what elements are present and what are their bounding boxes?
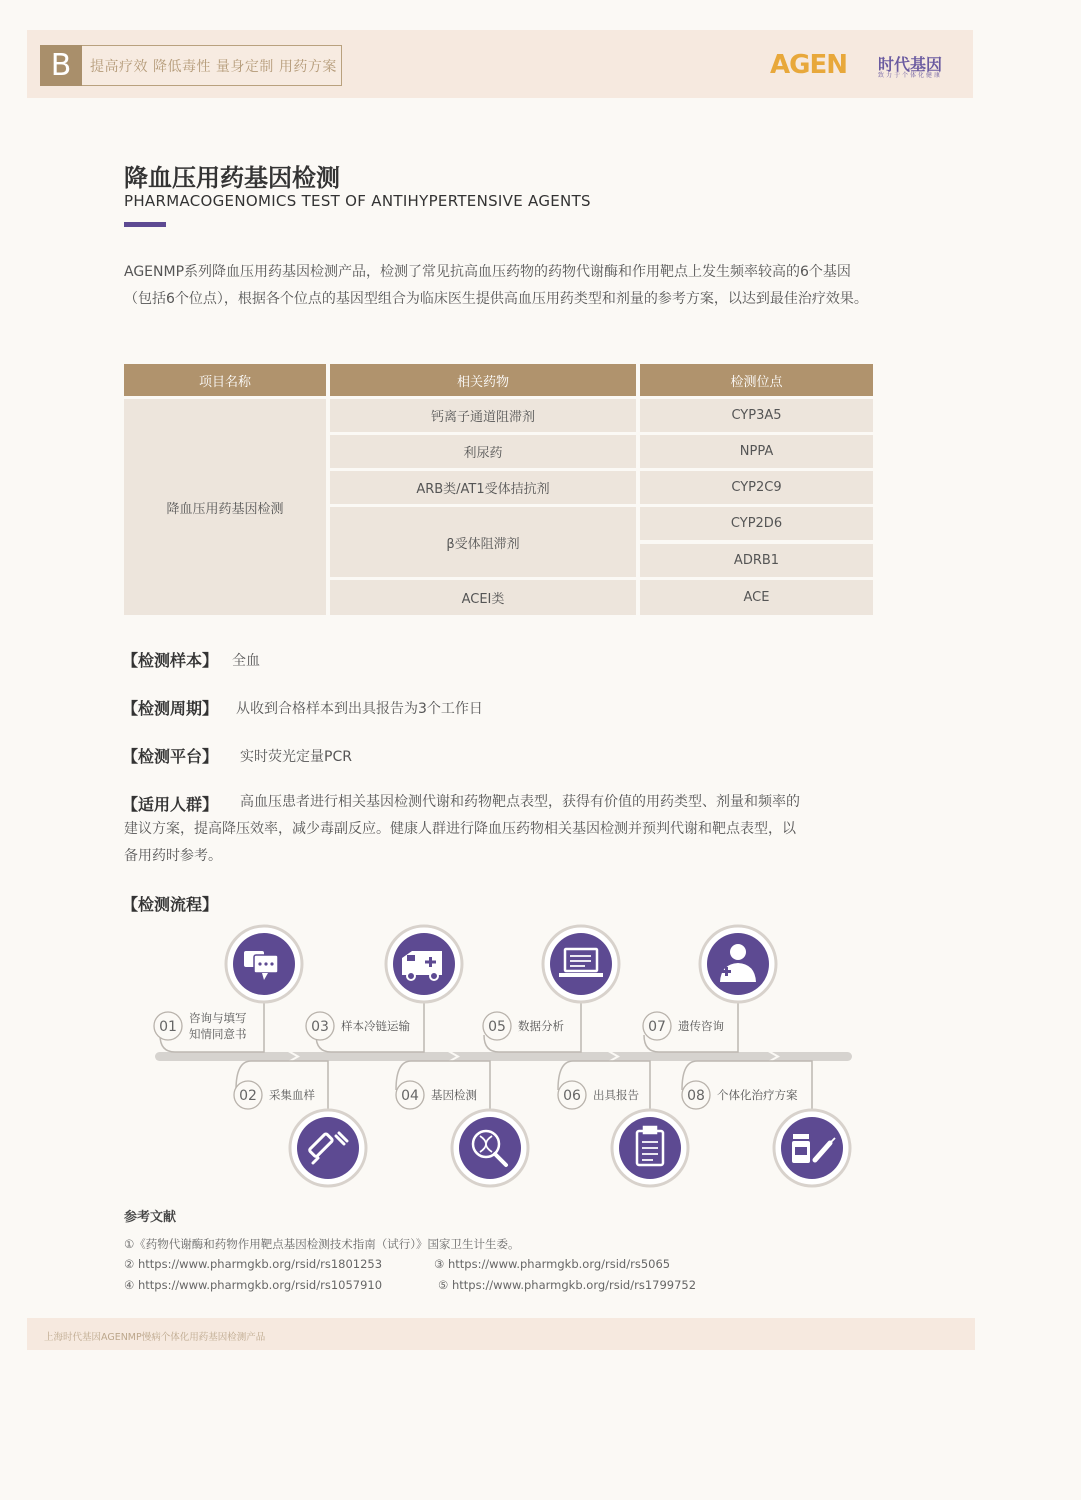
tagline: 提高疗效 降低毒性 量身定制 用药方案	[90, 59, 337, 75]
step-07-icon-circle	[700, 926, 776, 1002]
step-number: 05	[488, 1019, 506, 1035]
step-01-icon-circle	[226, 926, 302, 1002]
step-04-icon-circle	[452, 1110, 528, 1186]
step-label: 咨询与填写	[189, 1011, 247, 1025]
sample-value: 全血	[232, 653, 260, 669]
table-cell-project: 降血压用药基因检测	[124, 399, 326, 615]
intro-paragraph: AGENMP系列降血压用药基因检测产品，检测了常见抗高血压药物的药物代谢酶和作用靶点上发生频率较高的6个基因（包括6个位点），根据各个位点的基因型组合为临床医生提供高血压用药类型和剂量的参考方案，以达到最佳治疗效果。	[124, 264, 868, 307]
process-flow	[0, 915, 1081, 1215]
population-text: 备用药时参考。	[124, 848, 222, 864]
period-label: 【检测周期】	[122, 699, 219, 718]
table-cell-site: ACE	[640, 580, 873, 615]
step-03-icon-circle	[386, 926, 462, 1002]
step-label: 基因检测	[431, 1088, 477, 1102]
reference-item: ①《药物代谢酶和药物作用靶点基因检测技术指南（试行）》国家卫生计生委。	[124, 1237, 520, 1251]
reference-item: ⑤ https://www.pharmgkb.org/rsid/rs1799752	[438, 1278, 697, 1292]
step-06-icon-circle	[612, 1110, 688, 1186]
step-label: 知情同意书	[189, 1027, 247, 1041]
table-header-project: 项目名称	[124, 364, 326, 396]
step-05-icon-circle	[543, 926, 619, 1002]
reference-item: ④ https://www.pharmgkb.org/rsid/rs1057910	[124, 1278, 383, 1292]
step-08-icon-circle	[774, 1110, 850, 1186]
brand-logo-cn: 时代基因	[878, 55, 943, 74]
table-cell-site: ADRB1	[640, 544, 873, 577]
table-cell-site: NPPA	[640, 435, 873, 468]
page-subtitle: PHARMACOGENOMICS TEST OF ANTIHYPERTENSIVE AGENTS	[124, 192, 591, 210]
table-cell-drug: ARB类/AT1受体拮抗剂	[330, 471, 636, 504]
brand-logo-slogan: 致力于个体化健康	[878, 72, 943, 79]
process-label: 【检测流程】	[122, 895, 219, 914]
platform-value: 实时荧光定量PCR	[240, 749, 352, 765]
table-cell-drug: ACEI类	[330, 580, 636, 615]
section-letter: B	[40, 45, 82, 86]
population-text: 高血压患者进行相关基因检测代谢和药物靶点表型，获得有价值的用药类型、剂量和频率的	[240, 794, 800, 810]
step-number: 06	[563, 1088, 581, 1104]
table-cell-site: CYP2C9	[640, 471, 873, 504]
platform-label: 【检测平台】	[122, 747, 219, 766]
sample-label: 【检测样本】	[122, 651, 219, 670]
step-label: 出具报告	[593, 1088, 639, 1102]
population-text: 建议方案，提高降压效率，减少毒副反应。健康人群进行降血压药物相关基因检测并预判代谢和靶点表型，以	[124, 821, 796, 837]
step-number: 04	[401, 1088, 419, 1104]
table-header-drug: 相关药物	[330, 364, 636, 396]
step-label: 遗传咨询	[678, 1019, 724, 1033]
timeline-bar	[155, 1052, 852, 1061]
step-label: 样本冷链运输	[341, 1019, 410, 1033]
table-header-site: 检测位点	[640, 364, 873, 396]
step-number: 02	[239, 1088, 257, 1104]
test-table	[124, 364, 874, 616]
step-number: 01	[159, 1019, 177, 1035]
reference-item: ③ https://www.pharmgkb.org/rsid/rs5065	[434, 1257, 671, 1271]
table-cell-drug: β受体阻滞剂	[330, 507, 636, 577]
step-number: 07	[648, 1019, 666, 1035]
footer-text: 上海时代基因AGENMP慢病个体化用药基因检测产品	[44, 1332, 266, 1343]
step-label: 个体化治疗方案	[717, 1088, 798, 1102]
table-cell-site: CYP3A5	[640, 399, 873, 432]
reference-item: ② https://www.pharmgkb.org/rsid/rs1801253	[124, 1257, 383, 1271]
page-title: 降血压用药基因检测	[124, 164, 340, 192]
brand-logo: AGEN	[770, 50, 847, 80]
step-number: 03	[311, 1019, 329, 1035]
table-cell-site: CYP2D6	[640, 507, 873, 540]
step-number: 08	[687, 1088, 705, 1104]
table-cell-drug: 利尿药	[330, 435, 636, 468]
step-label: 数据分析	[518, 1019, 564, 1033]
references-title: 参考文献	[124, 1210, 177, 1225]
table-cell-drug: 钙离子通道阻滞剂	[330, 399, 636, 432]
period-value: 从收到合格样本到出具报告为3个工作日	[236, 701, 483, 717]
step-label: 采集血样	[269, 1088, 315, 1102]
step-02-icon-circle	[290, 1110, 366, 1186]
population-label: 【适用人群】	[122, 795, 219, 814]
title-underline	[124, 222, 166, 227]
